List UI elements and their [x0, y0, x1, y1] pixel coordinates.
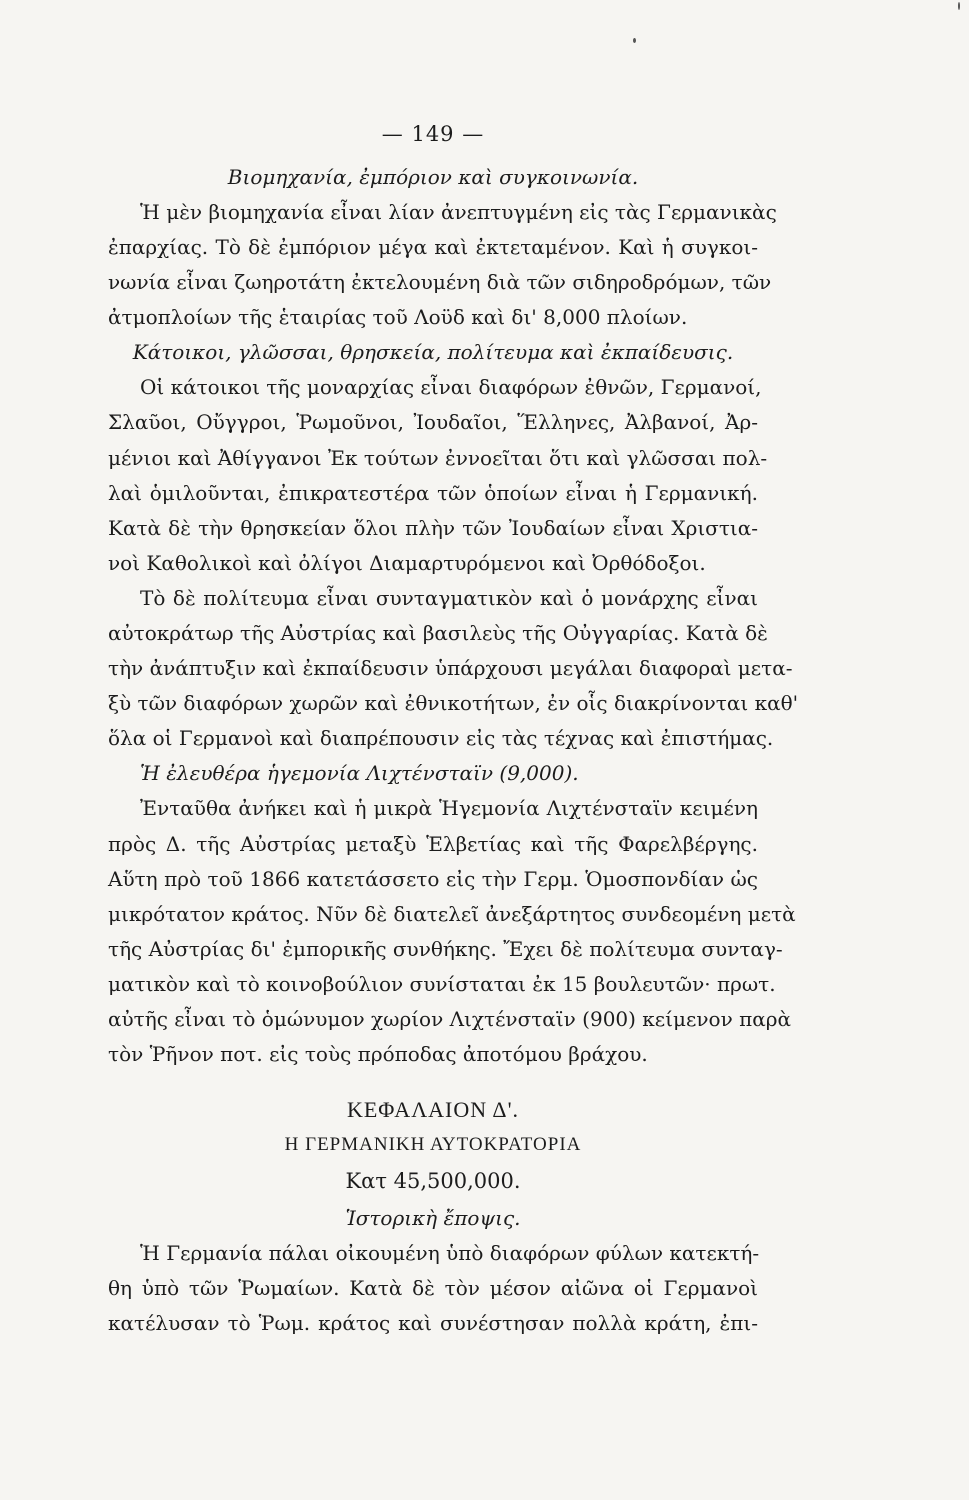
- paragraph-industry: [108, 195, 777, 335]
- text-line: ὅλα οἱ Γερμανοὶ καὶ διαπρέπουσιν εἰς τὰς τέχνας καὶ ἐπιστήμας.: [108, 726, 774, 751]
- text-line: μικρότατον κράτος. Νῦν δὲ διατελεῖ ἀνεξάρτητος συνδεομένη μετὰ: [108, 901, 796, 926]
- text-line: τὸν Ῥῆνον ποτ. εἰς τοὺς πρόποδας ἀποτόμου βράχου.: [108, 1042, 648, 1067]
- text-line: ἀτμοπλοίων τῆς ἑταιρίας τοῦ Λοϋδ καὶ δι' 8,000 πλοίων.: [108, 305, 688, 330]
- text-line: Κατὰ δὲ τὴν θρησκείαν ὅλοι πλὴν τῶν Ἰουδαίων εἶναι Χριστια-: [108, 515, 758, 540]
- text-line: Ἐνταῦθα ἀνήκει καὶ ἡ μικρὰ Ἡγεμονία Λιχτένσταϊν κειμένη: [140, 796, 758, 821]
- paragraph-government: [108, 581, 799, 756]
- chapter-title: ΚΕΦΑΛΑΙΟΝ Δ'.: [346, 1097, 520, 1123]
- text-line: ματικὸν καὶ τὸ κοινοβούλιον συνίσταται ἐκ 15 βουλευτῶν· πρωτ.: [108, 971, 776, 996]
- text-line: Ἡ Γερμανία πάλαι οἰκουμένη ὑπὸ διαφόρων φύλων κατεκτή-: [140, 1241, 760, 1266]
- text-line: τὴν ἀνάπτυξιν καὶ ἐκπαίδευσιν ὑπάρχουσι μεγάλαι διαφοραὶ μετα-: [108, 656, 793, 681]
- text-line: νωνία εἶναι ζωηροτάτη ἐκτελουμένη διὰ τῶν σιδηροδρόμων, τῶν: [108, 270, 772, 295]
- section-heading-history: Ἱστορικὴ ἔποψις.: [345, 1206, 521, 1231]
- population-line: Κατ 45,500,000.: [345, 1169, 521, 1194]
- text-line: λαὶ ὁμιλοῦνται, ἐπικρατεστέρα τῶν ὁποίων εἶναι ἡ Γερμανική.: [108, 480, 758, 505]
- text-line: Αὕτη πρὸ τοῦ 1866 κατετάσσετο εἰς τὴν Γερμ. Ὁμοσπονδίαν ὡς: [108, 866, 758, 891]
- paragraph-inhabitants: [108, 370, 768, 581]
- book-page: [108, 122, 799, 1341]
- text-line: πρὸς Δ. τῆς Αὐστρίας μεταξὺ Ἑλβετίας καὶ τῆς Φαρελβέργης.: [108, 831, 758, 856]
- paragraph-history: [108, 1236, 758, 1341]
- text-line: Τὸ δὲ πολίτευμα εἶναι συνταγματικὸν καὶ ὁ μονάρχης εἶναι: [140, 585, 758, 610]
- text-line: ξὺ τῶν διαφόρων χωρῶν καὶ ἐθνικοτήτων, ἐν οἷς διακρίνονται καθ': [108, 691, 799, 716]
- text-line: αὐτοκράτωρ τῆς Αὐστρίας καὶ βασιλεὺς τῆς Οὐγγαρίας. Κατὰ δὲ: [108, 621, 768, 646]
- chapter-subtitle: Η ΓΕΡΜΑΝΙΚΗ ΑΥΤΟΚΡΑΤΟΡΙΑ: [284, 1134, 582, 1156]
- text-line: Ἡ μὲν βιομηχανία εἶναι λίαν ἀνεπτυγμένη εἰς τὰς Γερμανικὰς: [140, 200, 777, 224]
- ink-speck: [958, 2, 960, 10]
- text-line: μένιοι καὶ Ἀθίγγανοι Ἐκ τούτων ἐννοεῖται ὅτι καὶ γλῶσσαι πολ-: [108, 445, 768, 470]
- text-line: νοὶ Καθολικοὶ καὶ ὀλίγοι Διαμαρτυρόμενοι καὶ Ὀρθόδοξοι.: [108, 550, 706, 575]
- text-line: τῆς Αὐστρίας δι' ἐμπορικῆς συνθήκης. Ἔχει δὲ πολίτευμα συνταγ-: [108, 936, 783, 961]
- text-line: Σλαῦοι, Οὔγγροι, Ῥωμοῦνοι, Ἰουδαῖοι, Ἕλληνες, Ἀλβανοί, Ἀρ-: [108, 410, 758, 435]
- section-heading-liechtenstein: Ἡ ἐλευθέρα ἡγεμονία Λιχτένσταϊν (9,000).: [140, 761, 579, 786]
- text-line: κατέλυσαν τὸ Ῥωμ. κράτος καὶ συνέστησαν πολλὰ κράτη, ἐπι-: [108, 1311, 758, 1336]
- text-line: αὐτῆς εἶναι τὸ ὁμώνυμον χωρίον Λιχτένσταϊν (900) κείμενον παρὰ: [108, 1006, 791, 1031]
- section-heading-industry: Βιομηχανία, ἐμπόριον καὶ συγκοινωνία.: [227, 165, 639, 189]
- paragraph-liechtenstein: [108, 791, 796, 1072]
- page-number: — 149 —: [381, 122, 485, 146]
- ink-speck: [633, 38, 636, 43]
- text-line: ἐπαρχίας. Τὸ δὲ ἐμπόριον μέγα καὶ ἐκτεταμένον. Καὶ ἡ συγκοι-: [108, 235, 758, 260]
- text-line: θη ὑπὸ τῶν Ῥωμαίων. Κατὰ δὲ τὸν μέσον αἰῶνα οἱ Γερμανοὶ: [108, 1276, 758, 1301]
- section-heading-inhabitants: Κάτοικοι, γλῶσσαι, θρησκεία, πολίτευμα καὶ ἐκπαίδευσις.: [132, 340, 734, 365]
- text-line: Οἱ κάτοικοι τῆς μοναρχίας εἶναι διαφόρων ἐθνῶν, Γερμανοί,: [140, 375, 762, 400]
